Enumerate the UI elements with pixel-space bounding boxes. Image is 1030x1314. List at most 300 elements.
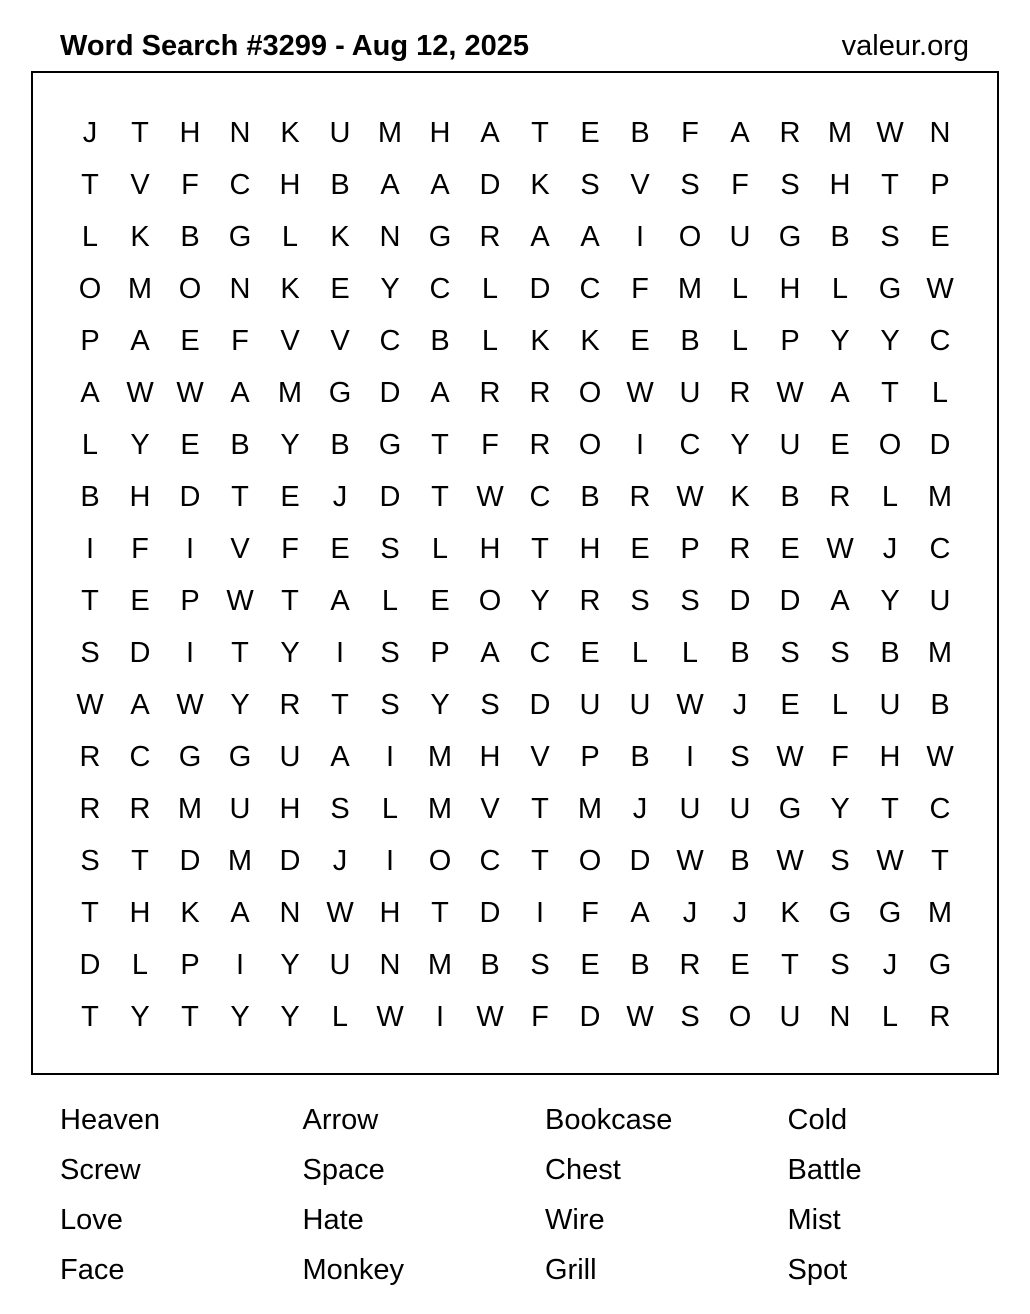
letter-cell[interactable]: D xyxy=(929,428,951,461)
letter-cell[interactable]: D xyxy=(179,844,201,877)
letter-cell[interactable]: U xyxy=(629,688,651,721)
letter-cell[interactable]: B xyxy=(230,428,250,461)
letter-cell[interactable]: S xyxy=(580,168,600,201)
letter-cell[interactable]: I xyxy=(235,948,245,981)
letter-cell[interactable]: W xyxy=(776,844,804,877)
letter-cell[interactable]: S xyxy=(680,1000,700,1033)
letter-cell[interactable]: B xyxy=(730,844,750,877)
letter-cell[interactable]: B xyxy=(630,948,650,981)
letter-cell[interactable]: H xyxy=(129,896,151,929)
letter-cell[interactable]: L xyxy=(831,688,849,721)
letter-cell[interactable]: U xyxy=(929,584,951,617)
letter-cell[interactable]: T xyxy=(531,844,549,877)
letter-cell[interactable]: T xyxy=(431,480,449,513)
letter-cell[interactable]: T xyxy=(131,116,149,149)
letter-cell[interactable]: H xyxy=(479,740,501,773)
letter-cell[interactable]: B xyxy=(630,116,650,149)
letter-cell[interactable]: L xyxy=(381,792,399,825)
letter-cell[interactable]: W xyxy=(676,844,704,877)
letter-cell[interactable]: D xyxy=(379,376,401,409)
letter-cell[interactable]: V xyxy=(330,324,350,357)
letter-cell[interactable]: Y xyxy=(830,792,850,825)
letter-cell[interactable]: A xyxy=(830,376,850,409)
letter-cell[interactable]: B xyxy=(730,636,750,669)
letter-cell[interactable]: W xyxy=(626,1000,654,1033)
letter-cell[interactable]: W xyxy=(626,376,654,409)
letter-cell[interactable]: W xyxy=(376,1000,404,1033)
letter-cell[interactable]: N xyxy=(379,948,401,981)
letter-cell[interactable]: T xyxy=(781,948,799,981)
letter-cell[interactable]: V xyxy=(480,792,500,825)
letter-cell[interactable]: M xyxy=(827,116,853,149)
letter-cell[interactable]: Y xyxy=(380,272,400,305)
letter-cell[interactable]: A xyxy=(480,636,500,669)
letter-cell[interactable]: K xyxy=(180,896,200,929)
letter-cell[interactable]: P xyxy=(580,740,600,773)
letter-cell[interactable]: A xyxy=(130,324,150,357)
letter-cell[interactable]: C xyxy=(679,428,701,461)
letter-cell[interactable]: K xyxy=(780,896,800,929)
letter-cell[interactable]: G xyxy=(228,740,252,773)
letter-cell[interactable]: U xyxy=(279,740,301,773)
letter-cell[interactable]: E xyxy=(330,272,350,305)
letter-cell[interactable]: B xyxy=(330,168,350,201)
letter-cell[interactable]: P xyxy=(930,168,950,201)
letter-cell[interactable]: R xyxy=(829,480,851,513)
letter-cell[interactable]: P xyxy=(430,636,450,669)
letter-cell[interactable]: G xyxy=(228,220,252,253)
letter-cell[interactable]: R xyxy=(679,948,701,981)
letter-cell[interactable]: F xyxy=(581,896,599,929)
letter-cell[interactable]: E xyxy=(830,428,850,461)
letter-cell[interactable]: G xyxy=(928,948,952,981)
letter-cell[interactable]: U xyxy=(329,116,351,149)
letter-cell[interactable]: K xyxy=(280,116,300,149)
letter-cell[interactable]: I xyxy=(435,1000,445,1033)
letter-cell[interactable]: R xyxy=(529,376,551,409)
letter-cell[interactable]: A xyxy=(330,740,350,773)
letter-cell[interactable]: A xyxy=(480,116,500,149)
letter-cell[interactable]: G xyxy=(878,896,902,929)
letter-cell[interactable]: J xyxy=(732,896,748,929)
letter-cell[interactable]: L xyxy=(281,220,299,253)
letter-cell[interactable]: K xyxy=(530,324,550,357)
letter-cell[interactable]: M xyxy=(227,844,253,877)
letter-cell[interactable]: M xyxy=(127,272,153,305)
letter-cell[interactable]: V xyxy=(280,324,300,357)
letter-cell[interactable]: E xyxy=(430,584,450,617)
letter-cell[interactable]: G xyxy=(778,792,802,825)
letter-cell[interactable]: R xyxy=(79,792,101,825)
letter-cell[interactable]: B xyxy=(930,688,950,721)
letter-cell[interactable]: R xyxy=(79,740,101,773)
letter-cell[interactable]: C xyxy=(929,792,951,825)
letter-cell[interactable]: V xyxy=(130,168,150,201)
letter-cell[interactable]: N xyxy=(229,116,251,149)
letter-cell[interactable]: V xyxy=(630,168,650,201)
letter-cell[interactable]: Y xyxy=(830,324,850,357)
letter-cell[interactable]: S xyxy=(380,636,400,669)
letter-cell[interactable]: S xyxy=(880,220,900,253)
letter-cell[interactable]: B xyxy=(480,948,500,981)
letter-cell[interactable]: P xyxy=(180,584,200,617)
letter-cell[interactable]: D xyxy=(179,480,201,513)
letter-cell[interactable]: T xyxy=(81,896,99,929)
letter-cell[interactable]: D xyxy=(79,948,101,981)
letter-cell[interactable]: E xyxy=(930,220,950,253)
letter-cell[interactable]: F xyxy=(631,272,649,305)
letter-cell[interactable]: T xyxy=(181,1000,199,1033)
letter-cell[interactable]: R xyxy=(129,792,151,825)
letter-cell[interactable]: U xyxy=(579,688,601,721)
letter-cell[interactable]: F xyxy=(181,168,199,201)
letter-cell[interactable]: D xyxy=(579,1000,601,1033)
letter-cell[interactable]: M xyxy=(677,272,703,305)
letter-cell[interactable]: D xyxy=(479,168,501,201)
letter-cell[interactable]: L xyxy=(881,1000,899,1033)
letter-cell[interactable]: S xyxy=(680,168,700,201)
letter-cell[interactable]: S xyxy=(830,844,850,877)
letter-cell[interactable]: T xyxy=(881,792,899,825)
letter-cell[interactable]: C xyxy=(479,844,501,877)
letter-cell[interactable]: C xyxy=(929,532,951,565)
letter-cell[interactable]: E xyxy=(180,428,200,461)
letter-cell[interactable]: J xyxy=(682,896,698,929)
letter-cell[interactable]: L xyxy=(131,948,149,981)
letter-cell[interactable]: W xyxy=(676,688,704,721)
letter-cell[interactable]: T xyxy=(531,792,549,825)
letter-cell[interactable]: M xyxy=(427,740,453,773)
letter-cell[interactable]: I xyxy=(535,896,545,929)
letter-cell[interactable]: R xyxy=(629,480,651,513)
letter-cell[interactable]: I xyxy=(185,532,195,565)
letter-cell[interactable]: T xyxy=(331,688,349,721)
letter-cell[interactable]: F xyxy=(131,532,149,565)
letter-cell[interactable]: S xyxy=(830,636,850,669)
letter-cell[interactable]: Y xyxy=(130,1000,150,1033)
letter-cell[interactable]: B xyxy=(680,324,700,357)
letter-cell[interactable]: T xyxy=(231,636,249,669)
letter-cell[interactable]: F xyxy=(231,324,249,357)
letter-cell[interactable]: H xyxy=(779,272,801,305)
letter-cell[interactable]: D xyxy=(529,272,551,305)
letter-cell[interactable]: B xyxy=(580,480,600,513)
letter-cell[interactable]: O xyxy=(578,376,602,409)
letter-cell[interactable]: P xyxy=(780,324,800,357)
letter-cell[interactable]: U xyxy=(229,792,251,825)
letter-cell[interactable]: K xyxy=(330,220,350,253)
letter-cell[interactable]: T xyxy=(931,844,949,877)
letter-cell[interactable]: Y xyxy=(280,636,300,669)
letter-cell[interactable]: E xyxy=(780,532,800,565)
letter-cell[interactable]: C xyxy=(429,272,451,305)
letter-cell[interactable]: Y xyxy=(880,324,900,357)
letter-cell[interactable]: W xyxy=(326,896,354,929)
letter-cell[interactable]: L xyxy=(731,272,749,305)
letter-cell[interactable]: K xyxy=(580,324,600,357)
letter-cell[interactable]: W xyxy=(826,532,854,565)
letter-cell[interactable]: D xyxy=(779,584,801,617)
letter-cell[interactable]: B xyxy=(630,740,650,773)
letter-cell[interactable]: D xyxy=(729,584,751,617)
letter-cell[interactable]: U xyxy=(879,688,901,721)
letter-cell[interactable]: O xyxy=(878,428,902,461)
letter-cell[interactable]: N xyxy=(379,220,401,253)
letter-cell[interactable]: L xyxy=(331,1000,349,1033)
letter-cell[interactable]: Y xyxy=(230,1000,250,1033)
letter-cell[interactable]: W xyxy=(876,844,904,877)
letter-cell[interactable]: H xyxy=(179,116,201,149)
letter-cell[interactable]: W xyxy=(476,1000,504,1033)
letter-cell[interactable]: I xyxy=(635,428,645,461)
letter-cell[interactable]: T xyxy=(431,428,449,461)
letter-cell[interactable]: Y xyxy=(280,1000,300,1033)
letter-cell[interactable]: B xyxy=(780,480,800,513)
letter-cell[interactable]: S xyxy=(80,636,100,669)
letter-cell[interactable]: W xyxy=(76,688,104,721)
letter-cell[interactable]: W xyxy=(226,584,254,617)
letter-cell[interactable]: Y xyxy=(730,428,750,461)
letter-cell[interactable]: H xyxy=(129,480,151,513)
letter-cell[interactable]: R xyxy=(579,584,601,617)
letter-cell[interactable]: Y xyxy=(280,428,300,461)
letter-cell[interactable]: M xyxy=(277,376,303,409)
letter-cell[interactable]: L xyxy=(81,220,99,253)
letter-cell[interactable]: H xyxy=(279,168,301,201)
letter-cell[interactable]: W xyxy=(176,376,204,409)
letter-cell[interactable]: D xyxy=(279,844,301,877)
letter-cell[interactable]: R xyxy=(479,376,501,409)
letter-cell[interactable]: F xyxy=(731,168,749,201)
letter-cell[interactable]: C xyxy=(529,480,551,513)
letter-cell[interactable]: I xyxy=(385,844,395,877)
letter-cell[interactable]: I xyxy=(85,532,95,565)
letter-cell[interactable]: P xyxy=(680,532,700,565)
letter-cell[interactable]: K xyxy=(730,480,750,513)
letter-cell[interactable]: V xyxy=(530,740,550,773)
letter-cell[interactable]: A xyxy=(830,584,850,617)
letter-cell[interactable]: T xyxy=(231,480,249,513)
letter-cell[interactable]: Y xyxy=(530,584,550,617)
letter-cell[interactable]: U xyxy=(679,792,701,825)
letter-cell[interactable]: T xyxy=(531,116,549,149)
letter-cell[interactable]: G xyxy=(878,272,902,305)
letter-cell[interactable]: A xyxy=(430,168,450,201)
letter-cell[interactable]: P xyxy=(180,948,200,981)
letter-cell[interactable]: U xyxy=(729,792,751,825)
letter-cell[interactable]: W xyxy=(476,480,504,513)
letter-cell[interactable]: S xyxy=(830,948,850,981)
letter-cell[interactable]: M xyxy=(177,792,203,825)
letter-cell[interactable]: E xyxy=(330,532,350,565)
letter-cell[interactable]: L xyxy=(831,272,849,305)
letter-cell[interactable]: J xyxy=(82,116,98,149)
letter-cell[interactable]: D xyxy=(479,896,501,929)
letter-cell[interactable]: D xyxy=(379,480,401,513)
letter-cell[interactable]: T xyxy=(281,584,299,617)
letter-cell[interactable]: C xyxy=(379,324,401,357)
letter-cell[interactable]: D xyxy=(529,688,551,721)
letter-cell[interactable]: N xyxy=(229,272,251,305)
letter-cell[interactable]: T xyxy=(431,896,449,929)
letter-cell[interactable]: F xyxy=(531,1000,549,1033)
letter-cell[interactable]: L xyxy=(81,428,99,461)
letter-cell[interactable]: B xyxy=(330,428,350,461)
letter-cell[interactable]: A xyxy=(580,220,600,253)
letter-cell[interactable]: Y xyxy=(430,688,450,721)
letter-cell[interactable]: H xyxy=(579,532,601,565)
letter-cell[interactable]: L xyxy=(931,376,949,409)
letter-cell[interactable]: S xyxy=(80,844,100,877)
letter-cell[interactable]: V xyxy=(230,532,250,565)
letter-cell[interactable]: O xyxy=(178,272,202,305)
letter-cell[interactable]: J xyxy=(632,792,648,825)
letter-cell[interactable]: E xyxy=(580,948,600,981)
letter-cell[interactable]: N xyxy=(279,896,301,929)
letter-cell[interactable]: L xyxy=(731,324,749,357)
letter-cell[interactable]: T xyxy=(81,168,99,201)
letter-cell[interactable]: P xyxy=(80,324,100,357)
letter-cell[interactable]: K xyxy=(530,168,550,201)
letter-cell[interactable]: F xyxy=(831,740,849,773)
letter-cell[interactable]: H xyxy=(479,532,501,565)
letter-cell[interactable]: S xyxy=(780,168,800,201)
letter-cell[interactable]: S xyxy=(380,688,400,721)
letter-cell[interactable]: U xyxy=(779,1000,801,1033)
letter-cell[interactable]: G xyxy=(828,896,852,929)
letter-cell[interactable]: G xyxy=(328,376,352,409)
letter-cell[interactable]: E xyxy=(580,116,600,149)
letter-cell[interactable]: L xyxy=(481,324,499,357)
letter-cell[interactable]: T xyxy=(881,376,899,409)
letter-cell[interactable]: J xyxy=(882,948,898,981)
letter-cell[interactable]: E xyxy=(630,324,650,357)
letter-cell[interactable]: N xyxy=(829,1000,851,1033)
letter-cell[interactable]: I xyxy=(385,740,395,773)
letter-cell[interactable]: M xyxy=(927,480,953,513)
letter-cell[interactable]: E xyxy=(280,480,300,513)
letter-cell[interactable]: I xyxy=(685,740,695,773)
letter-cell[interactable]: W xyxy=(176,688,204,721)
letter-cell[interactable]: G xyxy=(778,220,802,253)
letter-cell[interactable]: A xyxy=(630,896,650,929)
letter-cell[interactable]: M xyxy=(427,948,453,981)
letter-cell[interactable]: O xyxy=(428,844,452,877)
letter-cell[interactable]: W xyxy=(926,740,954,773)
letter-cell[interactable]: T xyxy=(131,844,149,877)
letter-cell[interactable]: C xyxy=(929,324,951,357)
letter-cell[interactable]: S xyxy=(680,584,700,617)
letter-cell[interactable]: A xyxy=(80,376,100,409)
letter-cell[interactable]: K xyxy=(280,272,300,305)
letter-cell[interactable]: B xyxy=(180,220,200,253)
letter-cell[interactable]: D xyxy=(629,844,651,877)
letter-cell[interactable]: A xyxy=(230,376,250,409)
letter-cell[interactable]: R xyxy=(929,1000,951,1033)
letter-cell[interactable]: A xyxy=(430,376,450,409)
letter-cell[interactable]: H xyxy=(379,896,401,929)
letter-cell[interactable]: W xyxy=(676,480,704,513)
letter-cell[interactable]: E xyxy=(780,688,800,721)
letter-cell[interactable]: B xyxy=(430,324,450,357)
letter-cell[interactable]: Y xyxy=(280,948,300,981)
letter-cell[interactable]: M xyxy=(377,116,403,149)
letter-cell[interactable]: I xyxy=(635,220,645,253)
letter-cell[interactable]: S xyxy=(530,948,550,981)
letter-cell[interactable]: U xyxy=(729,220,751,253)
letter-cell[interactable]: H xyxy=(279,792,301,825)
letter-cell[interactable]: I xyxy=(335,636,345,669)
letter-cell[interactable]: R xyxy=(279,688,301,721)
letter-cell[interactable]: A xyxy=(130,688,150,721)
letter-cell[interactable]: M xyxy=(927,896,953,929)
letter-cell[interactable]: W xyxy=(926,272,954,305)
letter-cell[interactable]: O xyxy=(78,272,102,305)
letter-cell[interactable]: U xyxy=(329,948,351,981)
letter-cell[interactable]: Y xyxy=(880,584,900,617)
letter-cell[interactable]: T xyxy=(81,1000,99,1033)
letter-cell[interactable]: G xyxy=(178,740,202,773)
letter-cell[interactable]: J xyxy=(332,844,348,877)
letter-cell[interactable]: R xyxy=(529,428,551,461)
letter-cell[interactable]: W xyxy=(876,116,904,149)
letter-cell[interactable]: J xyxy=(882,532,898,565)
letter-cell[interactable]: R xyxy=(479,220,501,253)
letter-cell[interactable]: N xyxy=(929,116,951,149)
letter-cell[interactable]: E xyxy=(580,636,600,669)
letter-cell[interactable]: A xyxy=(330,584,350,617)
letter-cell[interactable]: L xyxy=(381,584,399,617)
letter-cell[interactable]: Y xyxy=(230,688,250,721)
letter-cell[interactable]: O xyxy=(578,844,602,877)
letter-cell[interactable]: G xyxy=(378,428,402,461)
letter-cell[interactable]: O xyxy=(578,428,602,461)
letter-cell[interactable]: E xyxy=(730,948,750,981)
letter-cell[interactable]: K xyxy=(130,220,150,253)
letter-cell[interactable]: I xyxy=(185,636,195,669)
letter-cell[interactable]: S xyxy=(730,740,750,773)
letter-cell[interactable]: L xyxy=(481,272,499,305)
letter-cell[interactable]: C xyxy=(229,168,251,201)
letter-cell[interactable]: W xyxy=(776,740,804,773)
letter-cell[interactable]: T xyxy=(81,584,99,617)
letter-cell[interactable]: F xyxy=(481,428,499,461)
letter-cell[interactable]: D xyxy=(129,636,151,669)
letter-cell[interactable]: L xyxy=(681,636,699,669)
letter-cell[interactable]: F xyxy=(281,532,299,565)
letter-cell[interactable]: J xyxy=(332,480,348,513)
letter-cell[interactable]: E xyxy=(180,324,200,357)
letter-cell[interactable]: B xyxy=(830,220,850,253)
letter-cell[interactable]: R xyxy=(729,376,751,409)
letter-cell[interactable]: R xyxy=(729,532,751,565)
letter-cell[interactable]: O xyxy=(728,1000,752,1033)
letter-cell[interactable]: M xyxy=(927,636,953,669)
letter-cell[interactable]: Y xyxy=(130,428,150,461)
letter-cell[interactable]: H xyxy=(429,116,451,149)
letter-cell[interactable]: B xyxy=(80,480,100,513)
letter-cell[interactable]: E xyxy=(630,532,650,565)
letter-cell[interactable]: H xyxy=(829,168,851,201)
letter-cell[interactable]: T xyxy=(531,532,549,565)
letter-cell[interactable]: U xyxy=(679,376,701,409)
letter-cell[interactable]: A xyxy=(530,220,550,253)
letter-cell[interactable]: E xyxy=(130,584,150,617)
letter-cell[interactable]: W xyxy=(126,376,154,409)
letter-cell[interactable]: A xyxy=(380,168,400,201)
letter-cell[interactable]: L xyxy=(631,636,649,669)
letter-cell[interactable]: O xyxy=(478,584,502,617)
